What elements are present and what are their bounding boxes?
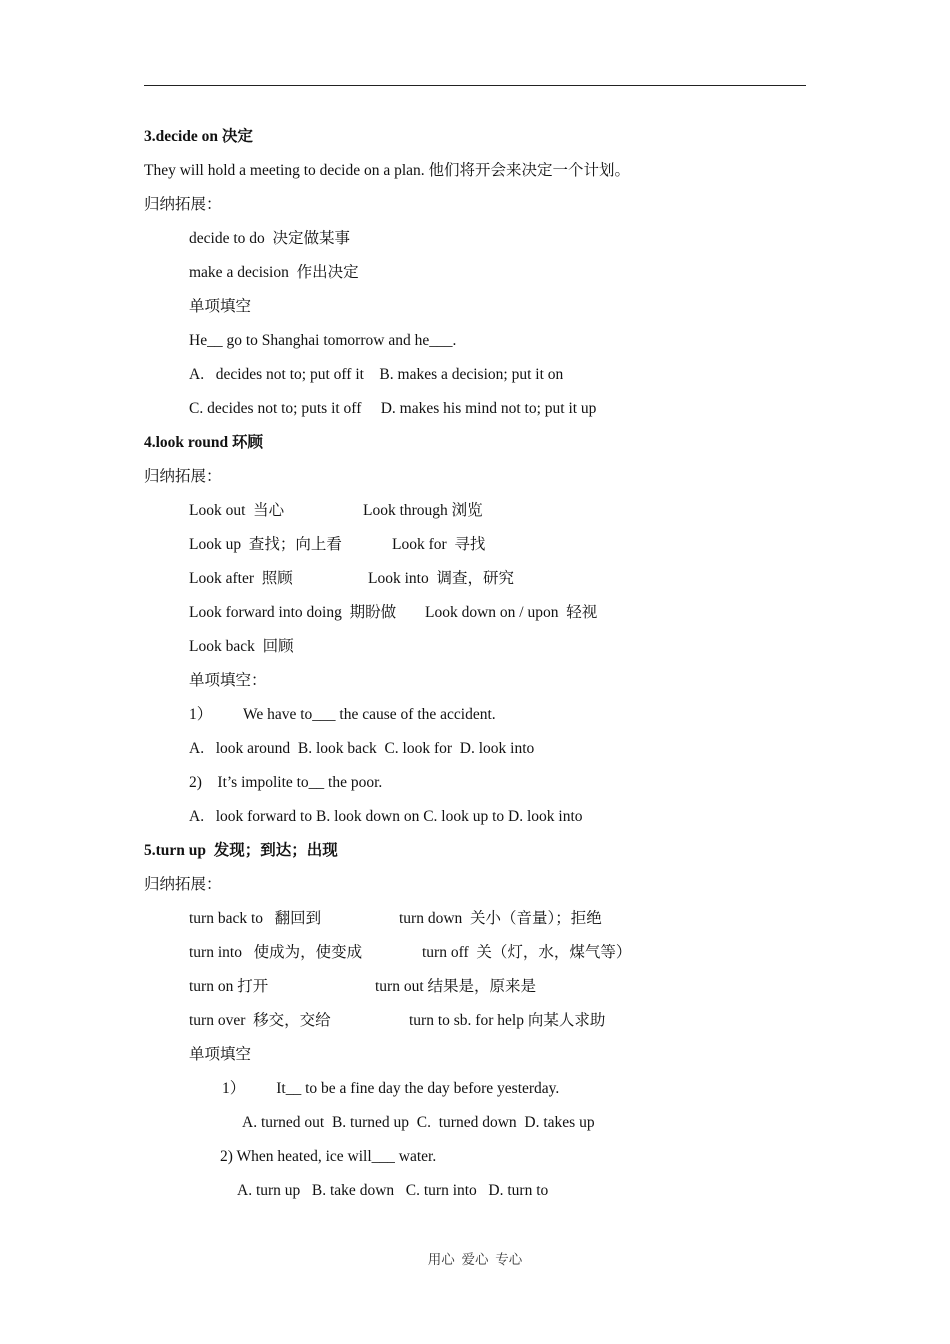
phrase-item: Look down on / upon 轻视 xyxy=(425,604,598,621)
phrase-item: turn on 打开 xyxy=(189,978,269,995)
phrase-item: turn over 移交，交给 xyxy=(189,1012,331,1029)
section-5-options-1: A. turned out B. turned up C. turned down D. takes up xyxy=(242,1114,595,1131)
phrase-item: turn off 关（灯，水，煤气等） xyxy=(422,944,632,961)
section-3-exercise-label: 单项填空 xyxy=(189,298,252,315)
phrase-item: Look through 浏览 xyxy=(363,502,483,519)
phrase-item: Look back 回顾 xyxy=(189,638,294,655)
section-3-options: C. decides not to; puts it off D. makes his mind not to; put it up xyxy=(189,400,597,417)
header-rule xyxy=(144,85,806,86)
section-5-heading: 5.turn up 发现；到达；出现 xyxy=(144,842,338,859)
section-3-item: decide to do 决定做某事 xyxy=(189,230,351,247)
section-3-summary-label: 归纳拓展： xyxy=(144,196,222,213)
section-3-question: He__ go to Shanghai tomorrow and he___. xyxy=(189,332,457,349)
section-3-example: They will hold a meeting to decide on a plan. 他们将开会来决定一个计划。 xyxy=(144,162,631,179)
section-5-options-2: A. turn up B. take down C. turn into D. turn to xyxy=(237,1182,549,1199)
section-4-exercise-label: 单项填空： xyxy=(189,672,267,689)
section-5-exercise-label: 单项填空 xyxy=(189,1046,252,1063)
phrase-item: turn out 结果是，原来是 xyxy=(375,978,537,995)
section-4-summary-label: 归纳拓展： xyxy=(144,468,222,485)
phrase-item: Look forward into doing 期盼做 xyxy=(189,604,397,621)
section-4-options-2: A. look forward to B. look down on C. look up to D. look into xyxy=(189,808,583,825)
section-4-question-2: 2) It’s impolite to__ the poor. xyxy=(189,774,383,791)
phrase-item: turn into 使成为，使变成 xyxy=(189,944,363,961)
phrase-item: turn to sb. for help 向某人求助 xyxy=(409,1012,606,1029)
section-4-question-1: 1） We have to___ the cause of the accident. xyxy=(189,706,496,723)
section-5-summary-label: 归纳拓展： xyxy=(144,876,222,893)
phrase-item: Look into 调查，研究 xyxy=(368,570,514,587)
phrase-item: Look up 查找；向上看 xyxy=(189,536,342,553)
section-5-question-2: 2) When heated, ice will___ water. xyxy=(220,1148,437,1165)
section-5-question-1: 1） It__ to be a fine day the day before yesterday. xyxy=(222,1080,560,1097)
page-footer: 用心 爱心 专心 xyxy=(427,1252,523,1267)
section-4-heading: 4.look round 环顾 xyxy=(144,434,264,451)
section-3-heading: 3.decide on 决定 xyxy=(144,128,253,145)
phrase-item: Look for 寻找 xyxy=(392,536,486,553)
phrase-item: Look after 照顾 xyxy=(189,570,293,587)
phrase-item: turn down 关小（音量）；拒绝 xyxy=(399,910,602,927)
phrase-item: turn back to 翻回到 xyxy=(189,910,322,927)
section-3-options: A. decides not to; put off it B. makes a decision; put it on xyxy=(189,366,564,383)
section-3-item: make a decision 作出决定 xyxy=(189,264,359,281)
phrase-item: Look out 当心 xyxy=(189,502,285,519)
section-4-options-1: A. look around B. look back C. look for D. look into xyxy=(189,740,535,757)
